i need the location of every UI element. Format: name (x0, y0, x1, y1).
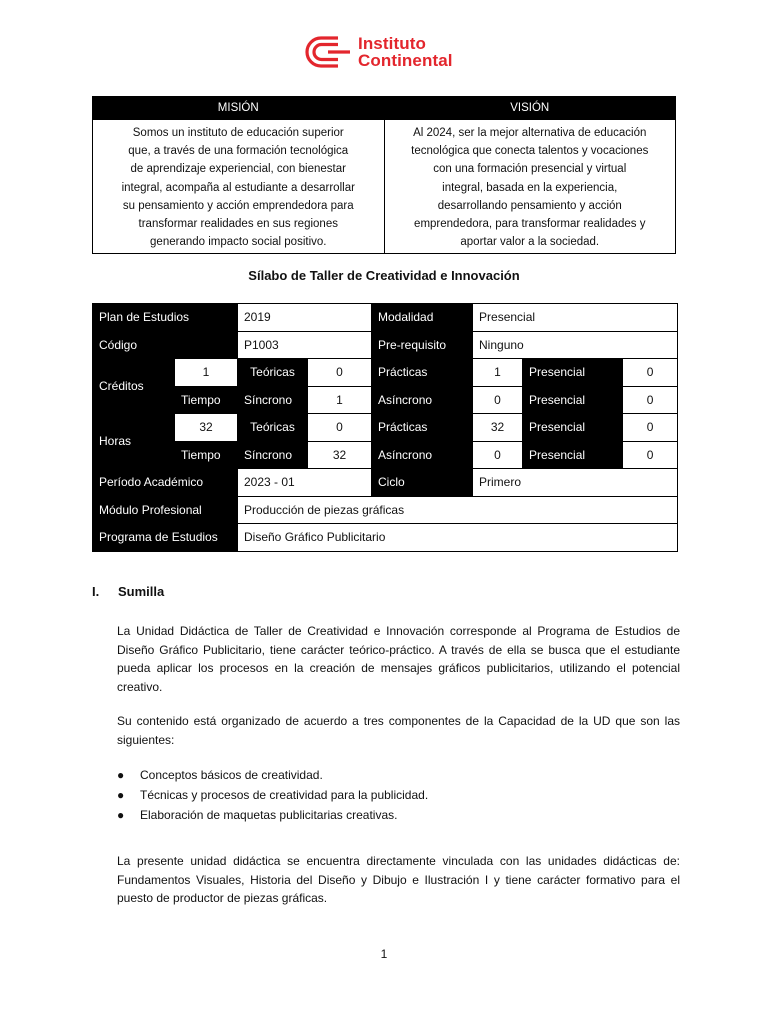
vision-line: aportar valor a la sociedad. (460, 236, 600, 249)
plan-label: Plan de Estudios (93, 304, 238, 332)
list-item (117, 766, 428, 786)
mision-line: su pensamiento y acción emprendedora para (122, 199, 354, 212)
modalidad-value: Presencial (473, 304, 678, 332)
horas-sincrono-value: 32 (308, 441, 372, 469)
horas-presencial-label: Presencial (523, 414, 623, 442)
institute-name (358, 35, 453, 69)
list-item-text: Técnicas y procesos de creatividad para la publicidad. (140, 788, 429, 802)
horas-teoricas-value: 0 (308, 414, 372, 442)
creditos-asincrono-value: 0 (473, 386, 523, 414)
plan-value: 2019 (238, 304, 372, 332)
horas-teoricas-label: Teóricas (238, 414, 308, 442)
section-title: Sumilla (118, 584, 165, 599)
mision-text (93, 120, 385, 254)
institute-logo (304, 34, 453, 70)
ciclo-value: Primero (473, 469, 678, 497)
creditos-total: 1 (175, 359, 238, 387)
table-row (93, 386, 678, 414)
ciclo-label: Ciclo (372, 469, 473, 497)
mision-line: integral, acompaña al estudiante a desarrollar (121, 181, 355, 194)
horas-total: 32 (175, 414, 238, 442)
vision-line: emprendedora, para transformar realidades y (414, 218, 646, 231)
horas-tiempo-label: Tiempo (175, 441, 238, 469)
creditos-presencial2-value: 0 (623, 386, 678, 414)
horas-sincrono-label: Síncrono (238, 441, 308, 469)
vision-line: con una formación presencial y virtual (433, 163, 627, 176)
table-row (93, 496, 678, 524)
creditos-presencial-value: 0 (623, 359, 678, 387)
creditos-practicas-value: 1 (473, 359, 523, 387)
mision-vision-table (92, 96, 676, 254)
programa-label: Programa de Estudios (93, 524, 238, 552)
list-item-text: Conceptos básicos de creatividad. (140, 768, 323, 782)
list-item-text: Elaboración de maquetas publicitarias creativas. (140, 808, 398, 822)
mision-line: de aprendizaje experiencial, con bienestar (130, 163, 346, 176)
mision-line: transformar realidades en sus regiones (138, 218, 338, 231)
creditos-teoricas-value: 0 (308, 359, 372, 387)
creditos-label: Créditos (93, 359, 175, 414)
horas-practicas-value: 32 (473, 414, 523, 442)
prereq-value: Ninguno (473, 331, 678, 359)
prereq-label: Pre-requisito (372, 331, 473, 359)
sumilla-paragraph-3: La presente unidad didáctica se encuentra directamente vinculada con las unidades didácticas de: Fundamentos Visuales, Historia del Diseño y Dibujo e Ilustración I y tiene carácter formativo para el puesto de productor de piezas gráficas. (117, 854, 680, 905)
institute-logo-icon (304, 35, 352, 69)
bullet-dot-icon: ● (117, 768, 125, 782)
modalidad-label: Modalidad (372, 304, 473, 332)
creditos-presencial-label: Presencial (523, 359, 623, 387)
creditos-practicas-label: Prácticas (372, 359, 473, 387)
table-row (93, 469, 678, 497)
codigo-label: Código (93, 331, 238, 359)
list-item (117, 786, 428, 806)
horas-presencial-value: 0 (623, 414, 678, 442)
bullet-dot-icon: ● (117, 808, 125, 822)
mision-header: MISIÓN (93, 97, 385, 120)
mision-line: que, a través de una formación tecnológica (128, 145, 349, 158)
table-row (93, 414, 678, 442)
vision-line: tecnológica que conecta talentos y vocaciones (411, 145, 649, 158)
mision-line: Somos un instituto de educación superior (132, 127, 344, 139)
vision-header: VISIÓN (384, 97, 676, 120)
components-list (117, 766, 428, 826)
list-item (117, 806, 428, 826)
section-number: I. (92, 584, 100, 599)
section-heading (92, 584, 164, 599)
horas-asincrono-label: Asíncrono (372, 441, 473, 469)
creditos-tiempo-label: Tiempo (175, 386, 238, 414)
table-row (93, 524, 678, 552)
creditos-presencial2-label: Presencial (523, 386, 623, 414)
programa-value: Diseño Gráfico Publicitario (238, 524, 678, 552)
periodo-label: Período Académico (93, 469, 238, 497)
vision-line: Al 2024, ser la mejor alternativa de educación (413, 127, 647, 139)
codigo-value: P1003 (238, 331, 372, 359)
creditos-sincrono-value: 1 (308, 386, 372, 414)
table-row (93, 304, 678, 332)
bullet-dot-icon: ● (117, 788, 125, 802)
horas-asincrono-value: 0 (473, 441, 523, 469)
logo-line-2: Continental (358, 51, 453, 70)
creditos-teoricas-label: Teóricas (238, 359, 308, 387)
creditos-asincrono-label: Asíncrono (372, 386, 473, 414)
table-row (93, 331, 678, 359)
modulo-value: Producción de piezas gráficas (238, 496, 678, 524)
mision-line: generando impacto social positivo. (150, 236, 327, 249)
sumilla-paragraph-2: Su contenido está organizado de acuerdo a tres componentes de la Capacidad de la UD que son las siguientes: (117, 714, 680, 747)
horas-presencial2-label: Presencial (523, 441, 623, 469)
creditos-sincrono-label: Síncrono (238, 386, 308, 414)
vision-line: desarrollando pensamiento y acción (437, 199, 622, 212)
page-number: 1 (380, 947, 388, 961)
table-row (93, 441, 678, 469)
vision-line: integral, basada en la experiencia, (442, 181, 618, 194)
course-info-table (92, 303, 678, 552)
periodo-value: 2023 - 01 (238, 469, 372, 497)
sumilla-paragraph-1: La Unidad Didáctica de Taller de Creatividad e Innovación corresponde al Programa de Estudios de Diseño Gráfico Publicitario, tiene carácter teórico-práctico. A través de ella se busca que el estudiante pueda aplicar los procesos en la creación de mensajes gráficos publicitarios, utilizando el potencial creativo. (117, 624, 680, 694)
table-row (93, 359, 678, 387)
horas-practicas-label: Prácticas (372, 414, 473, 442)
modulo-label: Módulo Profesional (93, 496, 238, 524)
horas-label: Horas (93, 414, 175, 469)
horas-presencial2-value: 0 (623, 441, 678, 469)
logo-line-1: Instituto (358, 34, 426, 53)
vision-text (384, 120, 676, 254)
syllabus-title: Sílabo de Taller de Creatividad e Innovación (248, 268, 520, 283)
